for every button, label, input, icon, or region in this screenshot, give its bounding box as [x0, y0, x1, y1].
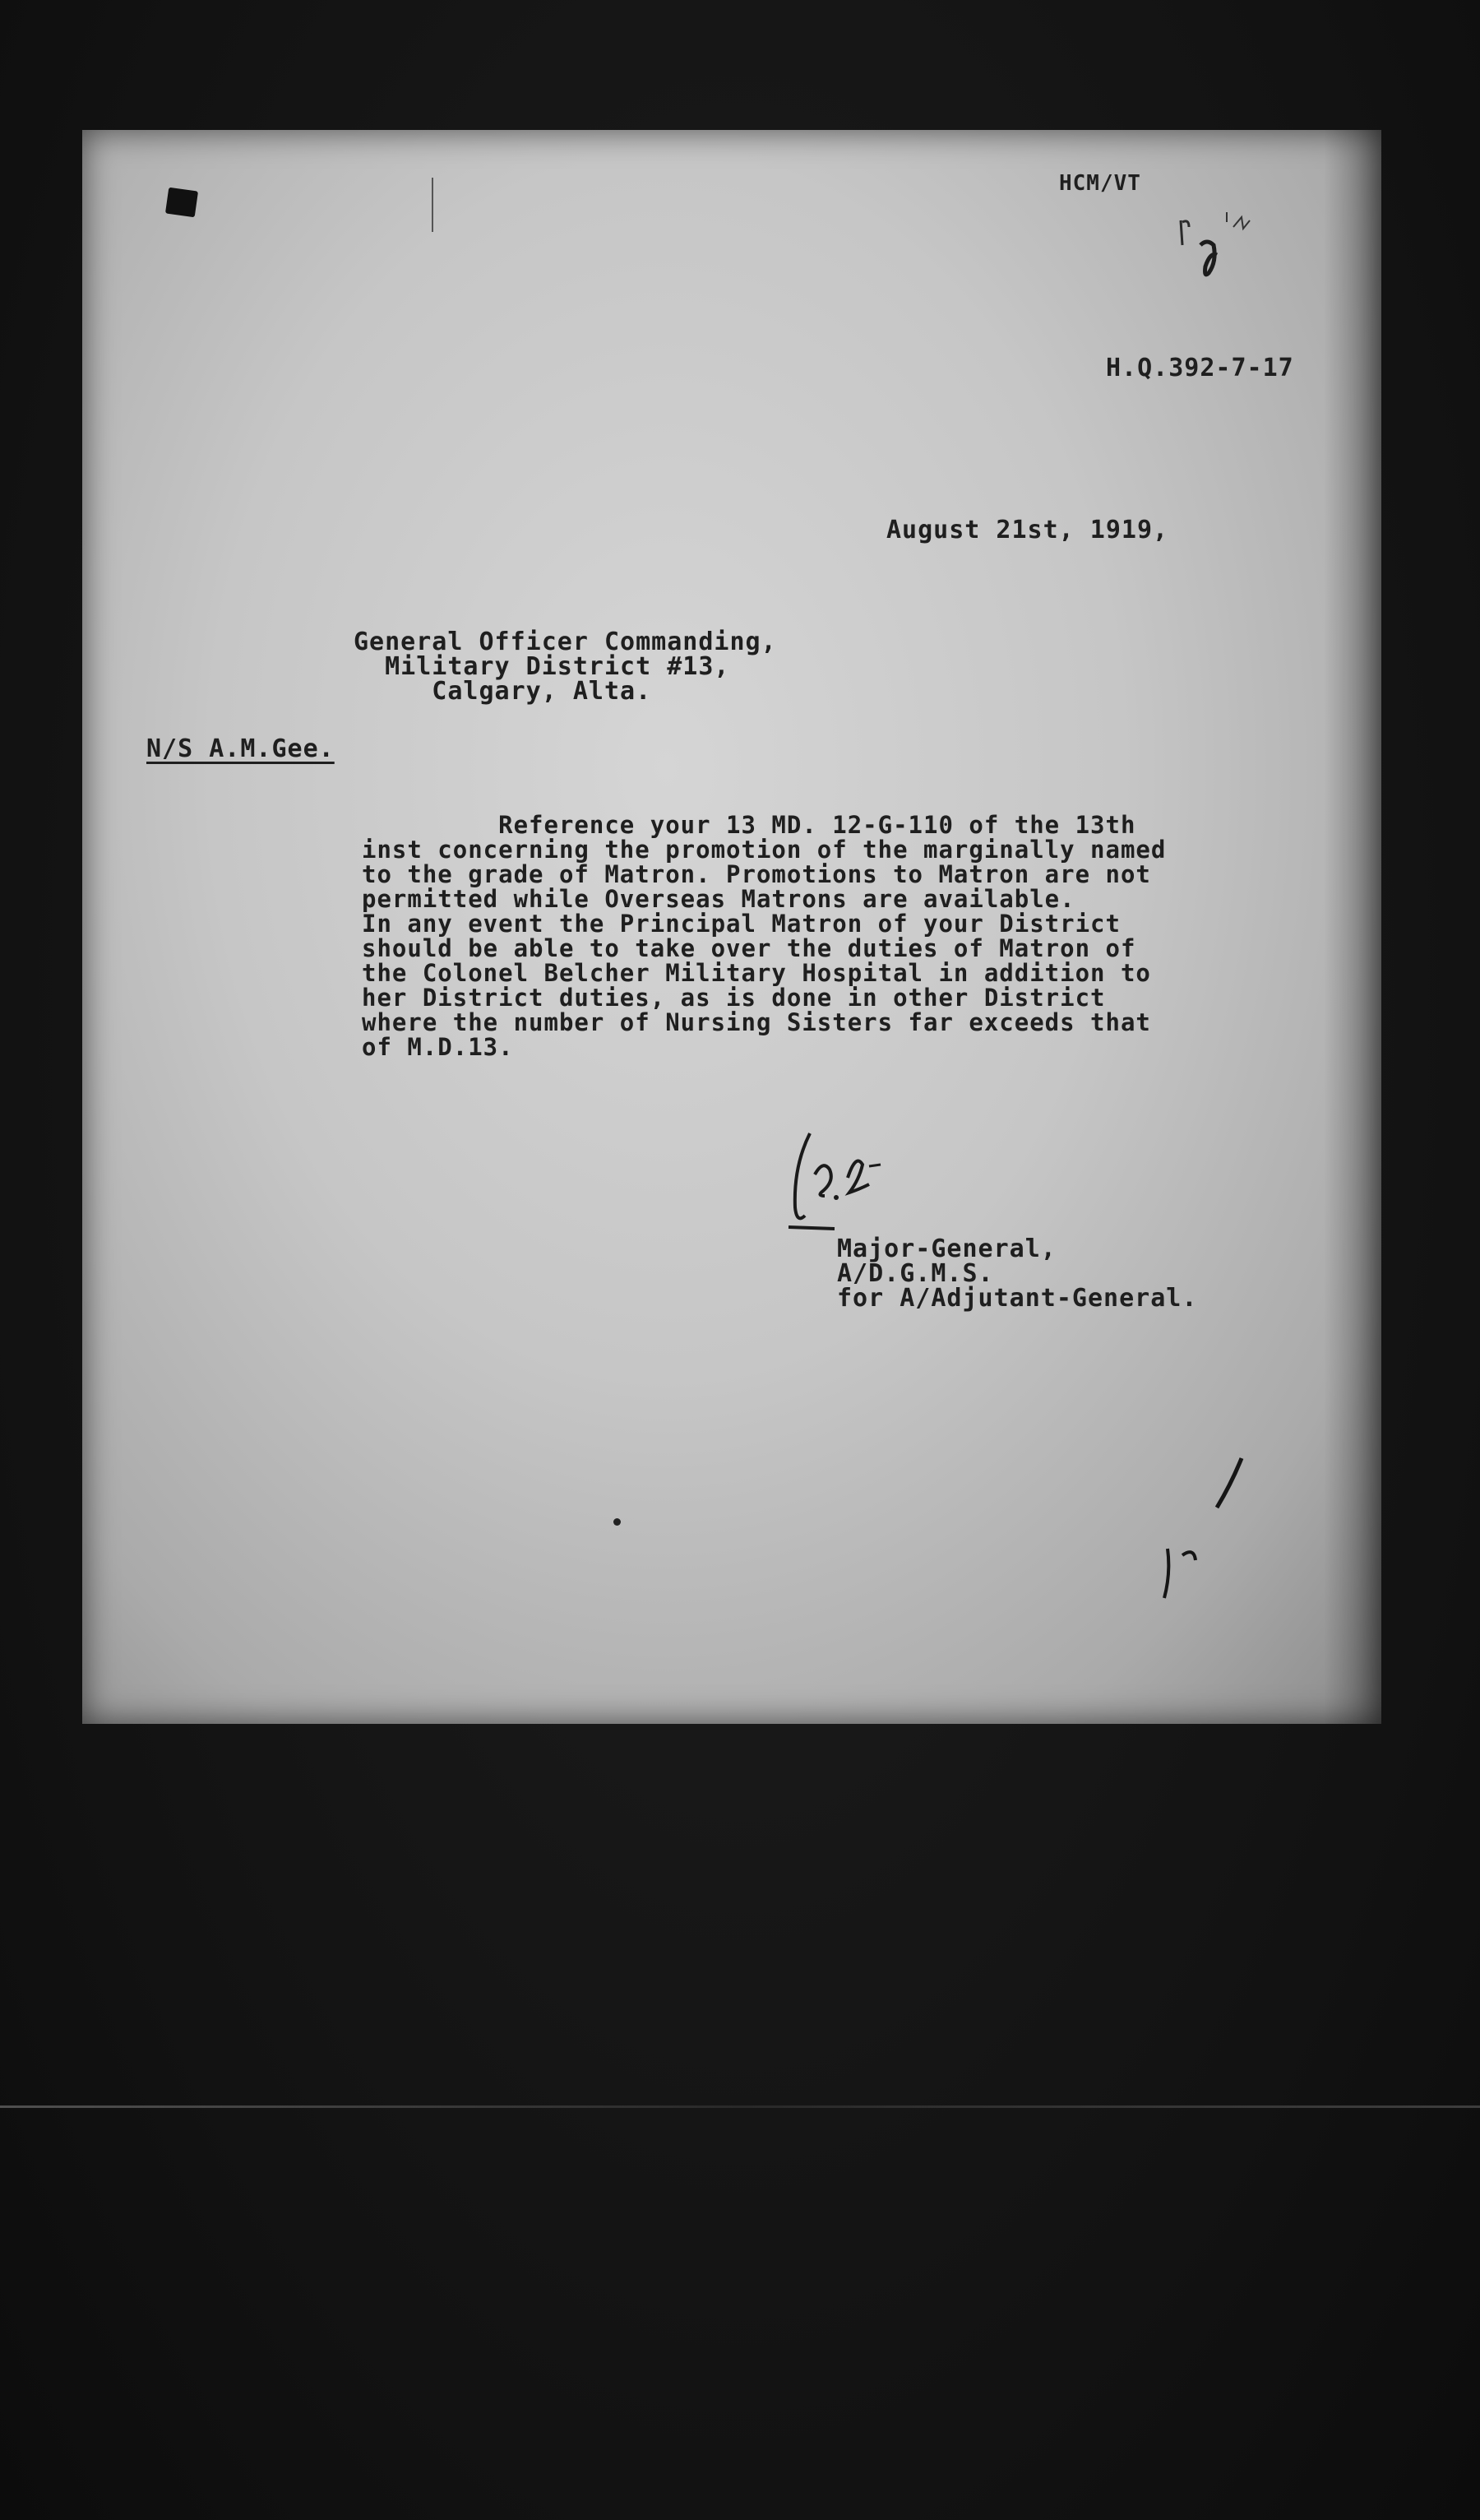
signature-line: Major-General, [837, 1235, 1057, 1263]
letter-page [82, 130, 1381, 1724]
body-line: Reference your 13 MD. 12-G-110 of the 13th [362, 811, 1136, 839]
letter-date: August 21st, 1919, [886, 516, 1169, 544]
body-line: should be able to take over the duties of Matron of [362, 934, 1136, 962]
ink-dot [613, 1518, 621, 1526]
addressee-line: Military District #13, [354, 652, 730, 681]
addressee-block [354, 630, 777, 704]
body-line: of M.D.13. [362, 1033, 514, 1061]
handwritten-note-top [1168, 163, 1258, 286]
body-line: to the grade of Matron. Promotions to Matron are not [362, 860, 1151, 888]
addressee-line: General Officer Commanding, [354, 628, 777, 656]
addressee-line: Calgary, Alta. [354, 677, 652, 706]
handwritten-signature [777, 1117, 925, 1240]
signature-line: A/D.G.M.S. [837, 1259, 994, 1288]
signature-line: for A/Adjutant-General. [837, 1284, 1198, 1313]
body-line: the Colonel Belcher Military Hospital in addition to [362, 959, 1151, 987]
typist-initials: HCM/VT [1059, 171, 1141, 196]
page-shadow [1324, 130, 1381, 1724]
body-line: her District duties, as is done in other District [362, 984, 1106, 1012]
punch-mark [165, 188, 198, 218]
scan-artifact-line [0, 2105, 1480, 2108]
handwritten-folio-number [1135, 1450, 1266, 1606]
body-line: In any event the Principal Matron of your District [362, 910, 1121, 938]
letter-body [362, 813, 1166, 1059]
pencil-mark [432, 178, 433, 232]
body-line: inst concerning the promotion of the marginally named [362, 836, 1167, 864]
signature-block [837, 1237, 1197, 1311]
body-line: permitted while Overseas Matrons are available. [362, 885, 1075, 913]
body-line: where the number of Nursing Sisters far exceeds that [362, 1008, 1151, 1036]
marginal-name: N/S A.M.Gee. [146, 734, 335, 763]
file-reference: H.Q.392-7-17 [1106, 354, 1294, 382]
